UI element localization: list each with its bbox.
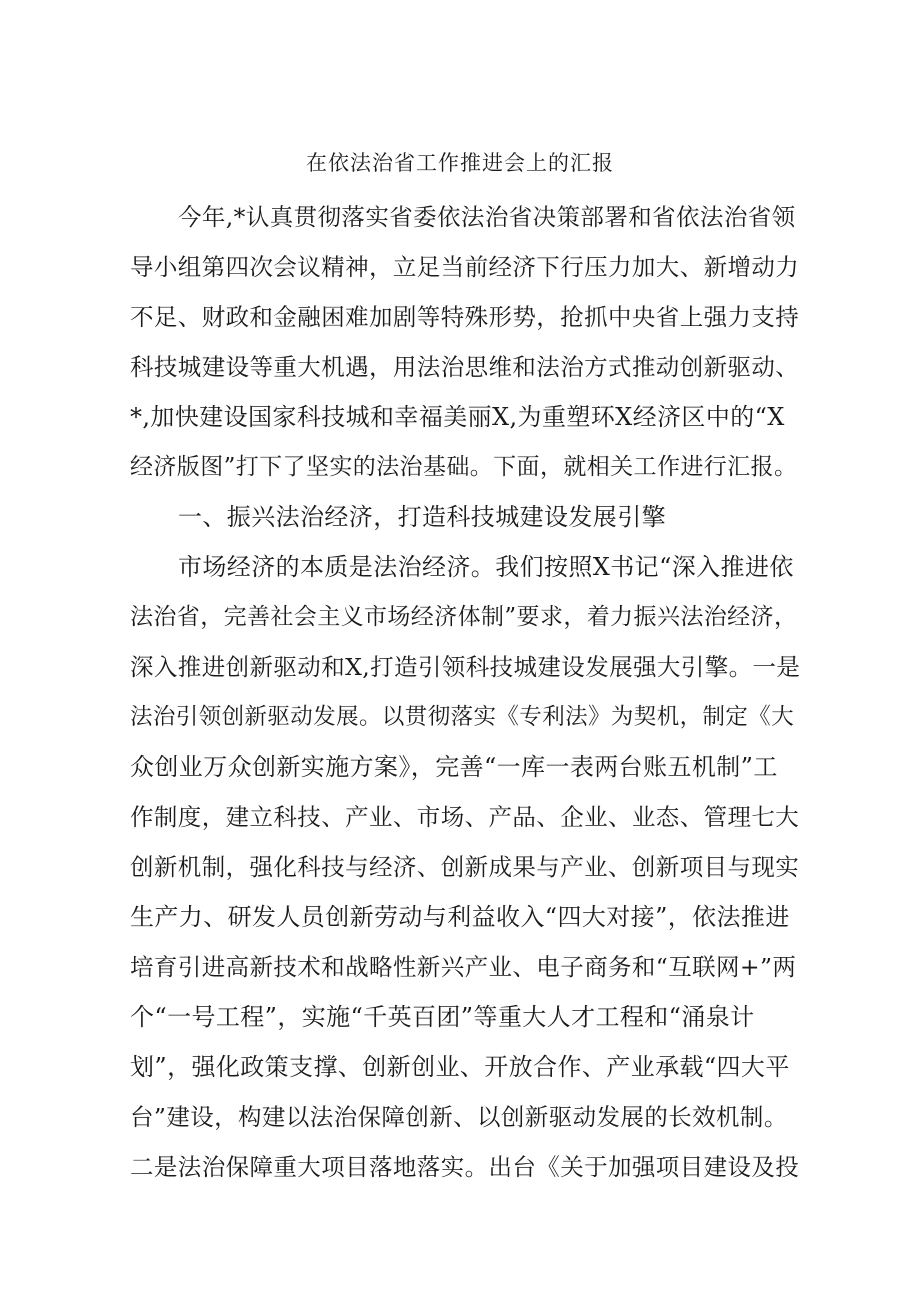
text-line: 导小组第四次会议精神，立足当前经济下行压力加大、新增动力 [130,253,800,281]
text-line: 深入推进创新驱动和X,打造引领科技城建设发展强大引擎。一是 [130,653,801,681]
text-line: 台”建设，构建以法治保障创新、以创新驱动发展的长效机制。 [130,1103,788,1131]
text-line: 一、振兴法治经济，打造科技城建设发展引擎 [178,503,666,531]
text-line: 法治引领创新驱动发展。以贯彻落实《专利法》为契机，制定《大 [130,704,795,730]
text-line: *,加快建设国家科技城和幸福美丽X,为重塑环X经济区中的“X [130,403,785,431]
text-line: 生产力、研发人员创新劳动与利益收入“四大对接”，依法推进 [130,903,790,931]
text-line: 科技城建设等重大机遇，用法治思维和法治方式推动创新驱动、 [130,353,800,381]
text-line: 众创业万众创新实施方案》，完善“一库一表两台账五机制”工 [130,753,778,781]
text-line: 作制度，建立科技、产业、市场、产品、企业、业态、管理七大 [130,803,800,831]
document-body [130,192,800,1192]
text-line: 划”，强化政策支撑、创新创业、开放合作、产业承载“四大平 [130,1053,790,1081]
text-line: 个“一号工程”，实施“千英百团”等重大人才工程和“涌泉计 [130,1003,755,1031]
text-line: 今年,*认真贯彻落实省委依法治省决策部署和省依法治省领 [178,203,796,231]
text-line: 经济版图”打下了坚实的法治基础。下面，就相关工作进行汇报。 [130,454,798,480]
text-line: 创新机制，强化科技与经济、创新成果与产业、创新项目与现实 [130,853,800,881]
text-line: 法治省，完善社会主义市场经济体制”要求，着力振兴法治经济， [130,604,798,630]
text-line: 市场经济的本质是法治经济。我们按照X书记“深入推进依 [178,553,794,581]
text-line: 不足、财政和金融困难加剧等特殊形势，抢抓中央省上强力支持 [130,303,800,331]
text-line: 二是法治保障重大项目落地落实。出台《关于加强项目建设及投 [130,1153,800,1181]
document-title: 在依法治省工作推进会上的汇报 [306,151,614,175]
text-line: 培育引进高新技术和战略性新兴产业、电子商务和“互联网+”两 [130,953,797,981]
